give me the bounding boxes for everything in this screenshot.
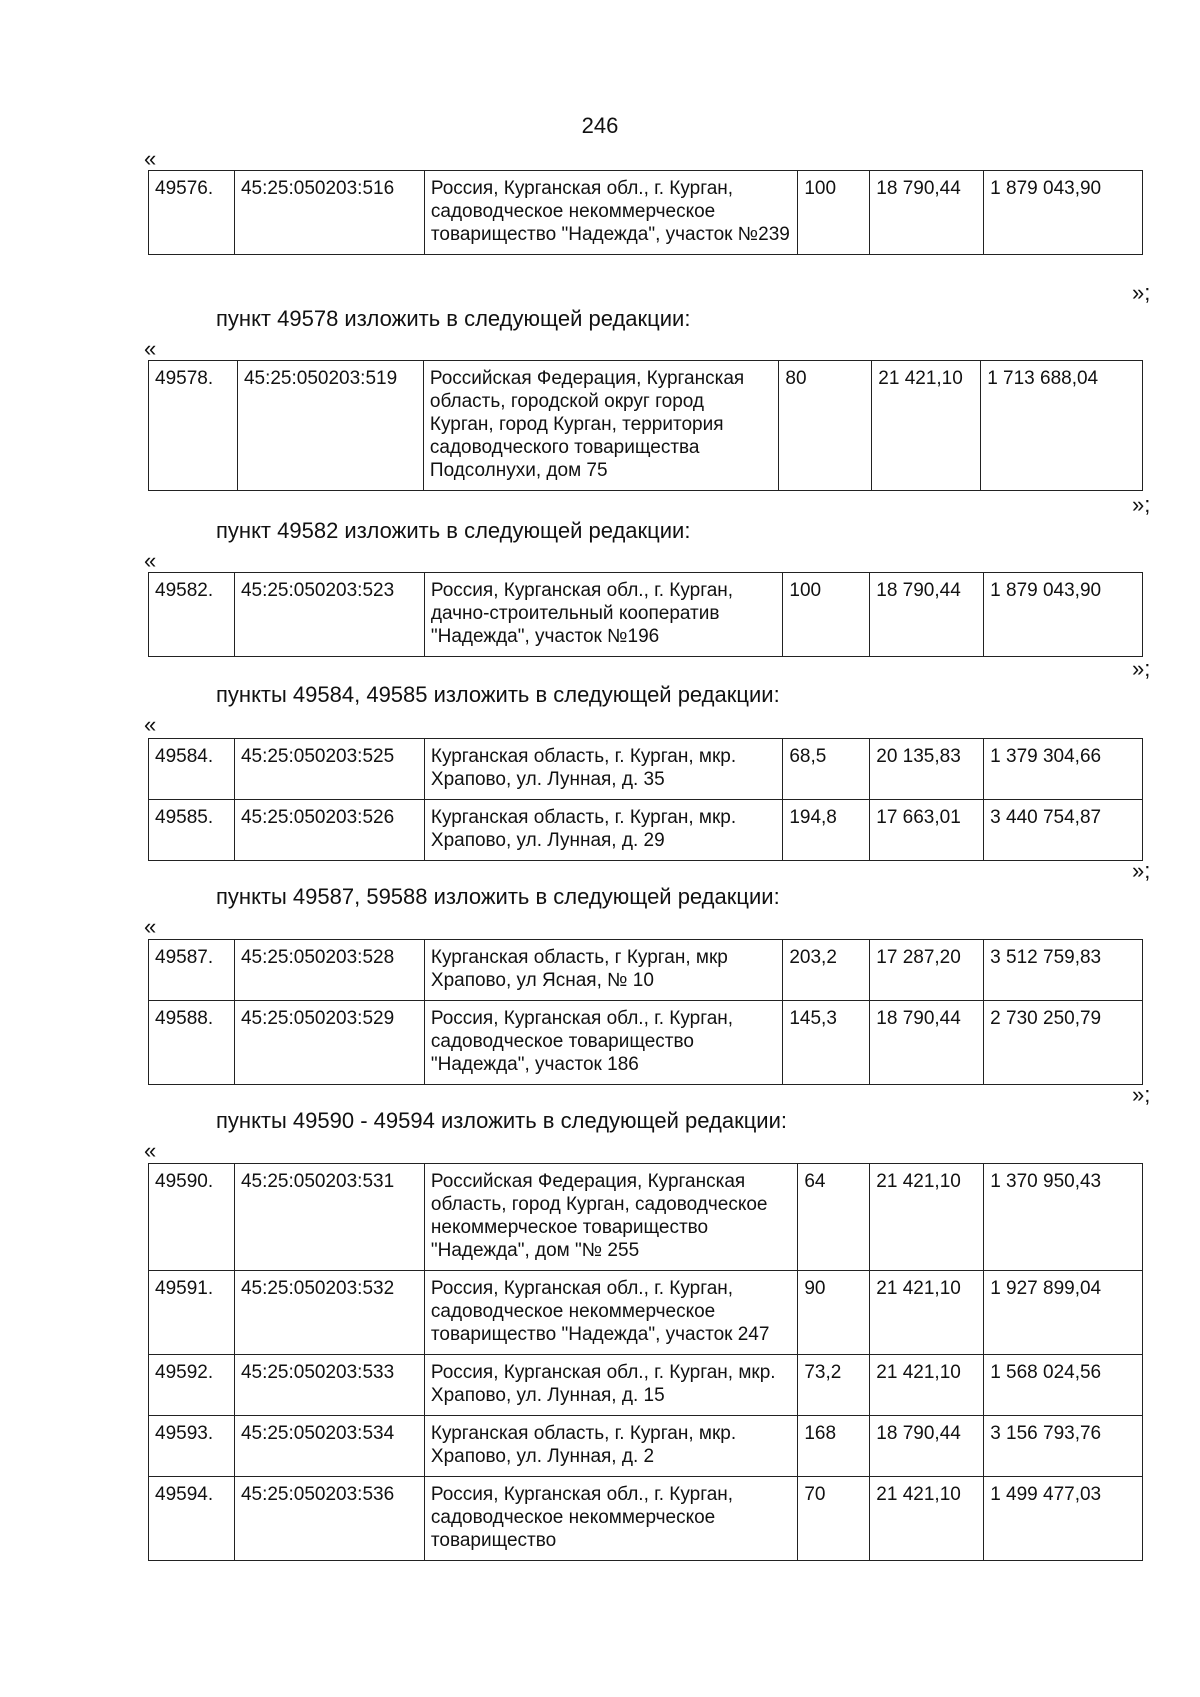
table-row (149, 1164, 1143, 1271)
open-quote: « (144, 548, 157, 573)
open-quote: « (144, 712, 157, 737)
close-quote: »; (1132, 656, 1151, 681)
instruction-text: пункты 49584, 49585 изложить в следующей редакции: (216, 682, 780, 707)
table-section-6 (148, 1163, 1143, 1561)
address: Россия, Курганская обл., г. Курган, садоводческое некоммерческое товарищество "Надежда", участок 247 (424, 1271, 797, 1355)
instruction-text: пункты 49587, 59588 изложить в следующей редакции: (216, 884, 780, 909)
cadastral-value: 1 927 899,04 (984, 1271, 1143, 1355)
cadastral-number: 45:25:050203:525 (234, 739, 424, 800)
area: 90 (798, 1271, 870, 1355)
table-row (149, 800, 1143, 861)
cadastral-number: 45:25:050203:536 (234, 1477, 424, 1561)
area: 73,2 (798, 1355, 870, 1416)
cadastral-number: 45:25:050203:516 (234, 171, 424, 255)
table-row (149, 1355, 1143, 1416)
table-row (149, 739, 1143, 800)
address: Россия, Курганская обл., г. Курган, садоводческое некоммерческое товарищество "Надежда", участок №239 (424, 171, 797, 255)
address: Курганская область, г. Курган, мкр. Храпово, ул. Лунная, д. 2 (424, 1416, 797, 1477)
row-number: 49591. (149, 1271, 235, 1355)
table-row (149, 1271, 1143, 1355)
row-number: 49587. (149, 940, 235, 1001)
table-row (149, 1477, 1143, 1561)
cadastral-number: 45:25:050203:533 (234, 1355, 424, 1416)
table-row (149, 940, 1143, 1001)
cadastral-number: 45:25:050203:531 (234, 1164, 424, 1271)
address: Россия, Курганская обл., г. Курган, дачно-строительный кооператив "Надежда", участок №196 (424, 573, 782, 657)
area: 64 (798, 1164, 870, 1271)
cadastral-number: 45:25:050203:534 (234, 1416, 424, 1477)
close-quote: »; (1132, 492, 1151, 517)
close-quote: »; (1132, 280, 1151, 305)
table-row (149, 171, 1143, 255)
rate: 21 421,10 (870, 1164, 984, 1271)
cadastral-value: 1 713 688,04 (981, 361, 1143, 491)
open-quote: « (144, 914, 157, 939)
address: Россия, Курганская обл., г. Курган, мкр. Храпово, ул. Лунная, д. 15 (424, 1355, 797, 1416)
area: 70 (798, 1477, 870, 1561)
table-section-1 (148, 170, 1143, 255)
instruction-text: пункт 49582 изложить в следующей редакции: (216, 518, 691, 543)
rate: 18 790,44 (870, 573, 984, 657)
address: Россия, Курганская обл., г. Курган, садоводческое некоммерческое товарищество (424, 1477, 797, 1561)
cadastral-value: 1 499 477,03 (984, 1477, 1143, 1561)
cadastral-number: 45:25:050203:519 (237, 361, 423, 491)
row-number: 49592. (149, 1355, 235, 1416)
row-number: 49590. (149, 1164, 235, 1271)
cadastral-number: 45:25:050203:523 (234, 573, 424, 657)
rate: 17 663,01 (870, 800, 984, 861)
cadastral-value: 2 730 250,79 (984, 1001, 1143, 1085)
cadastral-value: 1 568 024,56 (984, 1355, 1143, 1416)
cadastral-value: 3 440 754,87 (984, 800, 1143, 861)
row-number: 49593. (149, 1416, 235, 1477)
cadastral-value: 3 156 793,76 (984, 1416, 1143, 1477)
row-number: 49594. (149, 1477, 235, 1561)
area: 68,5 (783, 739, 870, 800)
cadastral-value: 1 879 043,90 (984, 171, 1143, 255)
area: 168 (798, 1416, 870, 1477)
rate: 21 421,10 (870, 1271, 984, 1355)
area: 194,8 (783, 800, 870, 861)
area: 100 (798, 171, 870, 255)
address: Курганская область, г Курган, мкр Храпово, ул Ясная, № 10 (424, 940, 782, 1001)
area: 145,3 (783, 1001, 870, 1085)
cadastral-number: 45:25:050203:532 (234, 1271, 424, 1355)
table-row (149, 361, 1143, 491)
close-quote: »; (1132, 1082, 1151, 1107)
address: Российская Федерация, Курганская область, город Курган, садоводческое некоммерческое товарищество "Надежда", дом "№ 255 (424, 1164, 797, 1271)
rate: 20 135,83 (870, 739, 984, 800)
rate: 17 287,20 (870, 940, 984, 1001)
table-row (149, 1001, 1143, 1085)
cadastral-value: 1 370 950,43 (984, 1164, 1143, 1271)
table-section-3 (148, 572, 1143, 657)
cadastral-number: 45:25:050203:529 (234, 1001, 424, 1085)
cadastral-number: 45:25:050203:528 (234, 940, 424, 1001)
rate: 21 421,10 (870, 1477, 984, 1561)
cadastral-value: 1 379 304,66 (984, 739, 1143, 800)
area: 100 (783, 573, 870, 657)
area: 80 (779, 361, 872, 491)
instruction-text: пункты 49590 - 49594 изложить в следующей редакции: (216, 1108, 788, 1133)
rate: 21 421,10 (872, 361, 981, 491)
row-number: 49582. (149, 573, 235, 657)
open-quote: « (144, 336, 157, 361)
address: Курганская область, г. Курган, мкр. Храпово, ул. Лунная, д. 29 (424, 800, 782, 861)
cadastral-number: 45:25:050203:526 (234, 800, 424, 861)
row-number: 49585. (149, 800, 235, 861)
table-row (149, 1416, 1143, 1477)
table-section-2 (148, 360, 1143, 491)
row-number: 49578. (149, 361, 238, 491)
row-number: 49576. (149, 171, 235, 255)
row-number: 49584. (149, 739, 235, 800)
open-quote: « (144, 1138, 157, 1163)
address: Российская Федерация, Курганская область, городской округ город Курган, город Курган, территория садоводческого товарищества Подсолнухи, дом 75 (423, 361, 779, 491)
table-section-5 (148, 939, 1143, 1085)
cadastral-value: 3 512 759,83 (984, 940, 1143, 1001)
cadastral-value: 1 879 043,90 (984, 573, 1143, 657)
instruction-text: пункт 49578 изложить в следующей редакции: (216, 306, 691, 331)
address: Россия, Курганская обл., г. Курган, садоводческое товарищество "Надежда", участок 186 (424, 1001, 782, 1085)
address: Курганская область, г. Курган, мкр. Храпово, ул. Лунная, д. 35 (424, 739, 782, 800)
table-section-4 (148, 738, 1143, 861)
rate: 18 790,44 (870, 1001, 984, 1085)
page-number: 246 (581, 113, 619, 138)
table-row (149, 573, 1143, 657)
rate: 18 790,44 (870, 171, 984, 255)
close-quote: »; (1132, 858, 1151, 883)
open-quote: « (144, 146, 157, 171)
rate: 18 790,44 (870, 1416, 984, 1477)
row-number: 49588. (149, 1001, 235, 1085)
area: 203,2 (783, 940, 870, 1001)
rate: 21 421,10 (870, 1355, 984, 1416)
